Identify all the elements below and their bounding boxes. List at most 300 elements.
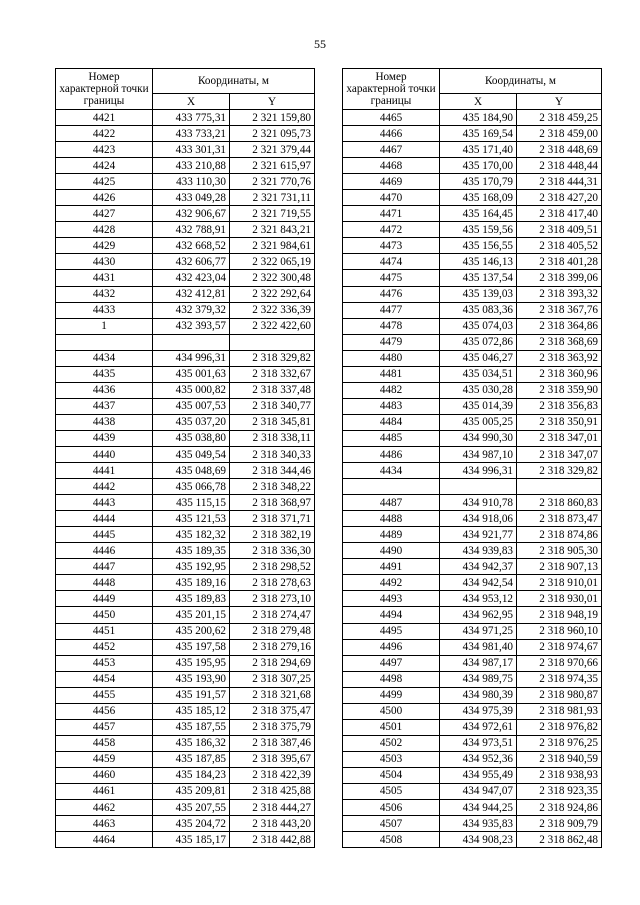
table-row <box>56 398 315 414</box>
x-coordinate-cell: 434 908,23 <box>440 832 517 848</box>
x-coordinate-cell: 434 947,07 <box>440 783 517 799</box>
x-coordinate-cell: 434 973,51 <box>440 735 517 751</box>
point-number-cell: 4460 <box>56 767 153 783</box>
x-coordinate-cell: 435 030,28 <box>440 382 517 398</box>
table-row <box>56 832 315 848</box>
table-row <box>56 671 315 687</box>
x-coordinate-cell: 435 115,15 <box>153 495 230 511</box>
point-number-cell: 4493 <box>343 591 440 607</box>
x-coordinate-cell: 434 942,54 <box>440 575 517 591</box>
x-coordinate-cell: 435 066,78 <box>153 479 230 495</box>
y-coordinate-cell: 2 318 974,67 <box>517 639 602 655</box>
x-coordinate-cell: 433 210,88 <box>153 158 230 174</box>
table-row <box>343 302 602 318</box>
x-coordinate-cell: 435 189,83 <box>153 591 230 607</box>
y-coordinate-cell: 2 318 298,52 <box>230 559 315 575</box>
y-coordinate-cell: 2 318 360,96 <box>517 366 602 382</box>
x-coordinate-cell: 432 788,91 <box>153 222 230 238</box>
point-number-cell: 4474 <box>343 254 440 270</box>
y-coordinate-cell: 2 318 940,59 <box>517 751 602 767</box>
point-number-cell: 4481 <box>343 366 440 382</box>
table-row <box>56 767 315 783</box>
y-coordinate-cell: 2 318 459,25 <box>517 110 602 126</box>
point-number-cell: 4482 <box>343 382 440 398</box>
point-number-cell: 4496 <box>343 639 440 655</box>
y-coordinate-cell: 2 322 422,60 <box>230 318 315 334</box>
y-coordinate-cell: 2 318 356,83 <box>517 398 602 414</box>
table-row <box>56 190 315 206</box>
table-row <box>343 334 602 350</box>
point-number-cell: 4452 <box>56 639 153 655</box>
x-coordinate-cell: 434 996,31 <box>440 463 517 479</box>
table-row <box>56 479 315 495</box>
x-coordinate-cell: 434 942,37 <box>440 559 517 575</box>
x-coordinate-cell: 435 192,95 <box>153 559 230 575</box>
x-coordinate-cell: 434 910,78 <box>440 495 517 511</box>
x-coordinate-cell: 435 185,12 <box>153 703 230 719</box>
table-row <box>343 719 602 735</box>
y-coordinate-cell: 2 318 387,46 <box>230 735 315 751</box>
point-number-cell: 4444 <box>56 511 153 527</box>
point-number-cell: 4428 <box>56 222 153 238</box>
table-row <box>343 238 602 254</box>
x-coordinate-cell: 435 184,90 <box>440 110 517 126</box>
point-number-cell: 4438 <box>56 414 153 430</box>
point-number-cell: 4488 <box>343 511 440 527</box>
x-coordinate-cell: 433 049,28 <box>153 190 230 206</box>
x-coordinate-cell: 433 733,21 <box>153 126 230 142</box>
y-coordinate-cell: 2 321 379,44 <box>230 142 315 158</box>
point-number-cell: 4446 <box>56 543 153 559</box>
table-row <box>343 543 602 559</box>
point-number-cell: 4484 <box>343 414 440 430</box>
table-row <box>343 190 602 206</box>
y-coordinate-cell: 2 318 359,90 <box>517 382 602 398</box>
y-header: Y <box>517 94 602 110</box>
x-coordinate-cell: 434 955,49 <box>440 767 517 783</box>
x-coordinate-cell: 434 935,83 <box>440 816 517 832</box>
point-number-cell: 4465 <box>343 110 440 126</box>
point-number-cell: 4425 <box>56 174 153 190</box>
y-coordinate-cell: 2 318 338,11 <box>230 430 315 446</box>
point-number-cell: 4480 <box>343 350 440 366</box>
point-number-cell: 4508 <box>343 832 440 848</box>
x-coordinate-cell: 435 139,03 <box>440 286 517 302</box>
y-coordinate-cell: 2 318 399,06 <box>517 270 602 286</box>
point-number-cell: 4475 <box>343 270 440 286</box>
y-coordinate-cell: 2 318 974,35 <box>517 671 602 687</box>
y-coordinate-cell: 2 321 843,21 <box>230 222 315 238</box>
x-coordinate-cell: 435 209,81 <box>153 783 230 799</box>
table-row <box>343 382 602 398</box>
table-row <box>56 318 315 334</box>
table-row <box>343 158 602 174</box>
point-number-cell: 4464 <box>56 832 153 848</box>
x-coordinate-cell: 435 037,20 <box>153 414 230 430</box>
y-coordinate-cell: 2 322 336,39 <box>230 302 315 318</box>
y-coordinate-cell: 2 318 960,10 <box>517 623 602 639</box>
x-coordinate-cell: 433 110,30 <box>153 174 230 190</box>
point-number-cell: 4507 <box>343 816 440 832</box>
point-number-cell: 4503 <box>343 751 440 767</box>
coordinates-table-right <box>342 68 602 848</box>
table-row <box>343 398 602 414</box>
point-number-cell: 4472 <box>343 222 440 238</box>
table-row <box>343 751 602 767</box>
x-coordinate-cell: 435 207,55 <box>153 800 230 816</box>
table-row <box>56 559 315 575</box>
x-coordinate-cell: 435 146,13 <box>440 254 517 270</box>
point-number-cell: 4424 <box>56 158 153 174</box>
x-coordinate-cell: 435 185,17 <box>153 832 230 848</box>
y-coordinate-cell: 2 318 375,47 <box>230 703 315 719</box>
table-row <box>343 800 602 816</box>
table-row <box>343 607 602 623</box>
table-row <box>343 639 602 655</box>
table-row <box>343 767 602 783</box>
table-row <box>56 174 315 190</box>
y-coordinate-cell: 2 318 448,69 <box>517 142 602 158</box>
point-number-cell: 4447 <box>56 559 153 575</box>
x-coordinate-cell: 435 187,85 <box>153 751 230 767</box>
x-coordinate-cell: 435 200,62 <box>153 623 230 639</box>
point-number-cell: 4489 <box>343 527 440 543</box>
coordinates-table-right-body <box>343 110 602 848</box>
point-number-cell: 4491 <box>343 559 440 575</box>
y-coordinate-cell: 2 318 337,48 <box>230 382 315 398</box>
point-number-cell: 4433 <box>56 302 153 318</box>
table-row <box>343 286 602 302</box>
table-row <box>343 142 602 158</box>
point-number-cell: 4435 <box>56 366 153 382</box>
x-coordinate-cell: 434 975,39 <box>440 703 517 719</box>
x-coordinate-cell: 434 990,30 <box>440 430 517 446</box>
point-number-cell: 4499 <box>343 687 440 703</box>
y-coordinate-cell: 2 318 448,44 <box>517 158 602 174</box>
table-row <box>56 783 315 799</box>
y-coordinate-cell: 2 318 905,30 <box>517 543 602 559</box>
x-coordinate-cell: 435 164,45 <box>440 206 517 222</box>
point-number-cell: 4477 <box>343 302 440 318</box>
y-coordinate-cell: 2 318 329,82 <box>230 350 315 366</box>
point-number-cell: 4459 <box>56 751 153 767</box>
y-coordinate-cell: 2 318 332,67 <box>230 366 315 382</box>
table-row <box>56 463 315 479</box>
point-number-cell: 1 <box>56 318 153 334</box>
x-coordinate-cell: 435 072,86 <box>440 334 517 350</box>
x-coordinate-cell: 435 186,32 <box>153 735 230 751</box>
point-number-cell: 4467 <box>343 142 440 158</box>
x-coordinate-cell: 434 996,31 <box>153 350 230 366</box>
point-number-cell: 4505 <box>343 783 440 799</box>
point-number-cell: 4500 <box>343 703 440 719</box>
table-row <box>343 110 602 126</box>
point-number-cell: 4490 <box>343 543 440 559</box>
table-row <box>343 430 602 446</box>
x-coordinate-cell: 435 156,55 <box>440 238 517 254</box>
x-coordinate-cell: 435 204,72 <box>153 816 230 832</box>
y-coordinate-cell: 2 318 459,00 <box>517 126 602 142</box>
y-coordinate-cell: 2 318 321,68 <box>230 687 315 703</box>
table-row <box>343 463 602 479</box>
x-coordinate-cell: 434 980,39 <box>440 687 517 703</box>
table-row <box>56 511 315 527</box>
table-row <box>56 110 315 126</box>
y-coordinate-cell: 2 318 274,47 <box>230 607 315 623</box>
y-coordinate-cell: 2 318 409,51 <box>517 222 602 238</box>
y-coordinate-cell: 2 318 938,93 <box>517 767 602 783</box>
point-number-cell: 4485 <box>343 430 440 446</box>
table-row <box>343 559 602 575</box>
x-coordinate-cell: 435 191,57 <box>153 687 230 703</box>
point-number-cell: 4427 <box>56 206 153 222</box>
point-number-cell: 4421 <box>56 110 153 126</box>
y-coordinate-cell: 2 318 371,71 <box>230 511 315 527</box>
point-number-cell: 4486 <box>343 446 440 462</box>
table-row <box>343 832 602 848</box>
table-row <box>343 270 602 286</box>
table-row <box>343 414 602 430</box>
y-coordinate-cell: 2 321 095,73 <box>230 126 315 142</box>
y-coordinate-cell: 2 318 344,46 <box>230 463 315 479</box>
point-number-cell: 4494 <box>343 607 440 623</box>
y-coordinate-cell: 2 318 976,25 <box>517 735 602 751</box>
table-row <box>56 495 315 511</box>
point-number-cell: 4502 <box>343 735 440 751</box>
x-coordinate-cell: 435 170,00 <box>440 158 517 174</box>
y-coordinate-cell: 2 318 981,93 <box>517 703 602 719</box>
x-coordinate-cell: 435 005,25 <box>440 414 517 430</box>
table-row <box>56 350 315 366</box>
table-row <box>56 158 315 174</box>
table-row <box>56 126 315 142</box>
y-coordinate-cell: 2 318 363,92 <box>517 350 602 366</box>
x-coordinate-cell: 432 606,77 <box>153 254 230 270</box>
y-coordinate-cell: 2 318 909,79 <box>517 816 602 832</box>
table-row <box>343 350 602 366</box>
point-number-cell: 4498 <box>343 671 440 687</box>
x-coordinate-cell: 435 000,82 <box>153 382 230 398</box>
x-coordinate-cell: 435 001,63 <box>153 366 230 382</box>
x-coordinate-cell: 434 971,25 <box>440 623 517 639</box>
y-coordinate-cell: 2 318 980,87 <box>517 687 602 703</box>
x-coordinate-cell: 435 168,09 <box>440 190 517 206</box>
table-row <box>56 142 315 158</box>
y-coordinate-cell: 2 318 444,27 <box>230 800 315 816</box>
y-coordinate-cell: 2 321 770,76 <box>230 174 315 190</box>
y-coordinate-cell: 2 318 443,20 <box>230 816 315 832</box>
y-coordinate-cell: 2 318 347,07 <box>517 446 602 462</box>
table-row <box>343 446 602 462</box>
x-coordinate-cell: 434 987,17 <box>440 655 517 671</box>
point-number-cell: 4440 <box>56 446 153 462</box>
x-coordinate-cell: 434 944,25 <box>440 800 517 816</box>
point-number-cell: 4445 <box>56 527 153 543</box>
y-coordinate-cell: 2 318 948,19 <box>517 607 602 623</box>
x-coordinate-cell: 435 007,53 <box>153 398 230 414</box>
point-number-cell: 4454 <box>56 671 153 687</box>
table-row <box>56 800 315 816</box>
x-coordinate-cell: 435 201,15 <box>153 607 230 623</box>
y-coordinate-cell: 2 318 444,31 <box>517 174 602 190</box>
y-coordinate-cell: 2 318 382,19 <box>230 527 315 543</box>
y-coordinate-cell: 2 318 910,01 <box>517 575 602 591</box>
point-number-cell: 4473 <box>343 238 440 254</box>
coordinates-table-left <box>55 68 315 848</box>
y-coordinate-cell: 2 318 907,13 <box>517 559 602 575</box>
point-number-cell: 4450 <box>56 607 153 623</box>
x-coordinate-cell: 434 972,61 <box>440 719 517 735</box>
y-coordinate-cell: 2 318 873,47 <box>517 511 602 527</box>
table-row <box>343 655 602 671</box>
point-number-cell: 4483 <box>343 398 440 414</box>
x-coordinate-cell: 434 952,36 <box>440 751 517 767</box>
point-number-cell: 4442 <box>56 479 153 495</box>
table-row <box>343 174 602 190</box>
x-coordinate-cell: 435 197,58 <box>153 639 230 655</box>
x-coordinate-cell: 434 921,77 <box>440 527 517 543</box>
x-coordinate-cell: 435 189,16 <box>153 575 230 591</box>
x-coordinate-cell: 435 159,56 <box>440 222 517 238</box>
point-number-cell: 4471 <box>343 206 440 222</box>
x-header: X <box>153 94 230 110</box>
point-number-cell: 4495 <box>343 623 440 639</box>
point-number-cell: 4431 <box>56 270 153 286</box>
x-coordinate-cell: 435 187,55 <box>153 719 230 735</box>
point-number-cell: 4443 <box>56 495 153 511</box>
point-number-cell <box>343 479 440 495</box>
point-number-cell: 4437 <box>56 398 153 414</box>
table-row <box>56 527 315 543</box>
table-row <box>56 238 315 254</box>
y-coordinate-cell: 2 318 442,88 <box>230 832 315 848</box>
y-coordinate-cell: 2 322 292,64 <box>230 286 315 302</box>
y-coordinate-cell: 2 318 278,63 <box>230 575 315 591</box>
point-number-cell: 4434 <box>343 463 440 479</box>
y-coordinate-cell: 2 321 719,55 <box>230 206 315 222</box>
point-number-cell: 4479 <box>343 334 440 350</box>
table-row <box>56 382 315 398</box>
y-coordinate-cell: 2 321 731,11 <box>230 190 315 206</box>
y-coordinate-cell: 2 318 307,25 <box>230 671 315 687</box>
y-coordinate-cell: 2 318 860,83 <box>517 495 602 511</box>
table-row <box>343 206 602 222</box>
table-row <box>56 446 315 462</box>
table-row <box>343 527 602 543</box>
y-coordinate-cell: 2 318 375,79 <box>230 719 315 735</box>
x-coordinate-cell: 434 989,75 <box>440 671 517 687</box>
table-row <box>56 302 315 318</box>
x-coordinate-cell: 435 195,95 <box>153 655 230 671</box>
point-number-cell <box>56 334 153 350</box>
table-row <box>343 366 602 382</box>
y-coordinate-cell: 2 318 340,77 <box>230 398 315 414</box>
x-coordinate-cell: 435 049,54 <box>153 446 230 462</box>
point-number-cell: 4423 <box>56 142 153 158</box>
x-coordinate-cell: 434 987,10 <box>440 446 517 462</box>
table-row <box>56 687 315 703</box>
table-row <box>343 254 602 270</box>
coordinates-header: Координаты, м <box>153 69 315 94</box>
y-coordinate-cell: 2 318 364,86 <box>517 318 602 334</box>
table-row <box>343 671 602 687</box>
point-number-cell: 4451 <box>56 623 153 639</box>
x-coordinate-cell: 434 981,40 <box>440 639 517 655</box>
table-row <box>56 735 315 751</box>
x-coordinate-cell <box>440 479 517 495</box>
y-coordinate-cell: 2 318 368,69 <box>517 334 602 350</box>
y-coordinate-cell: 2 321 159,80 <box>230 110 315 126</box>
y-coordinate-cell: 2 318 862,48 <box>517 832 602 848</box>
table-row <box>343 623 602 639</box>
table-row <box>56 719 315 735</box>
x-coordinate-cell: 435 193,90 <box>153 671 230 687</box>
y-coordinate-cell: 2 322 065,19 <box>230 254 315 270</box>
table-row <box>56 286 315 302</box>
x-coordinate-cell: 435 034,51 <box>440 366 517 382</box>
point-number-cell: 4462 <box>56 800 153 816</box>
y-coordinate-cell <box>517 479 602 495</box>
y-coordinate-cell: 2 318 348,22 <box>230 479 315 495</box>
y-coordinate-cell: 2 318 405,52 <box>517 238 602 254</box>
table-row <box>56 655 315 671</box>
y-coordinate-cell: 2 318 874,86 <box>517 527 602 543</box>
table-row <box>56 751 315 767</box>
x-coordinate-cell: 435 182,32 <box>153 527 230 543</box>
y-coordinate-cell: 2 318 923,35 <box>517 783 602 799</box>
y-coordinate-cell: 2 318 368,97 <box>230 495 315 511</box>
table-row <box>343 575 602 591</box>
point-number-cell: 4468 <box>343 158 440 174</box>
table-row <box>343 703 602 719</box>
table-row <box>56 222 315 238</box>
coordinates-header: Координаты, м <box>440 69 602 94</box>
point-number-cell: 4487 <box>343 495 440 511</box>
point-number-cell: 4470 <box>343 190 440 206</box>
y-coordinate-cell: 2 318 427,20 <box>517 190 602 206</box>
blank-row <box>343 479 602 495</box>
y-coordinate-cell: 2 318 350,91 <box>517 414 602 430</box>
y-coordinate-cell: 2 321 984,61 <box>230 238 315 254</box>
point-number-cell: 4458 <box>56 735 153 751</box>
y-coordinate-cell: 2 318 422,39 <box>230 767 315 783</box>
point-number-cell: 4504 <box>343 767 440 783</box>
table-row <box>343 126 602 142</box>
table-row <box>56 591 315 607</box>
point-number-cell: 4448 <box>56 575 153 591</box>
y-coordinate-cell: 2 318 924,86 <box>517 800 602 816</box>
y-coordinate-cell: 2 318 930,01 <box>517 591 602 607</box>
table-row <box>56 607 315 623</box>
point-number-cell: 4453 <box>56 655 153 671</box>
point-number-cell: 4439 <box>56 430 153 446</box>
table-row <box>56 623 315 639</box>
x-coordinate-cell: 435 048,69 <box>153 463 230 479</box>
point-number-cell: 4461 <box>56 783 153 799</box>
point-number-cell: 4456 <box>56 703 153 719</box>
point-number-cell: 4469 <box>343 174 440 190</box>
table-row <box>343 511 602 527</box>
y-coordinate-cell: 2 318 970,66 <box>517 655 602 671</box>
table-row <box>343 783 602 799</box>
x-coordinate-cell: 435 171,40 <box>440 142 517 158</box>
x-coordinate-cell: 435 121,53 <box>153 511 230 527</box>
y-header: Y <box>230 94 315 110</box>
table-row <box>343 222 602 238</box>
table-row <box>56 366 315 382</box>
point-number-cell: 4422 <box>56 126 153 142</box>
x-coordinate-cell: 435 170,79 <box>440 174 517 190</box>
